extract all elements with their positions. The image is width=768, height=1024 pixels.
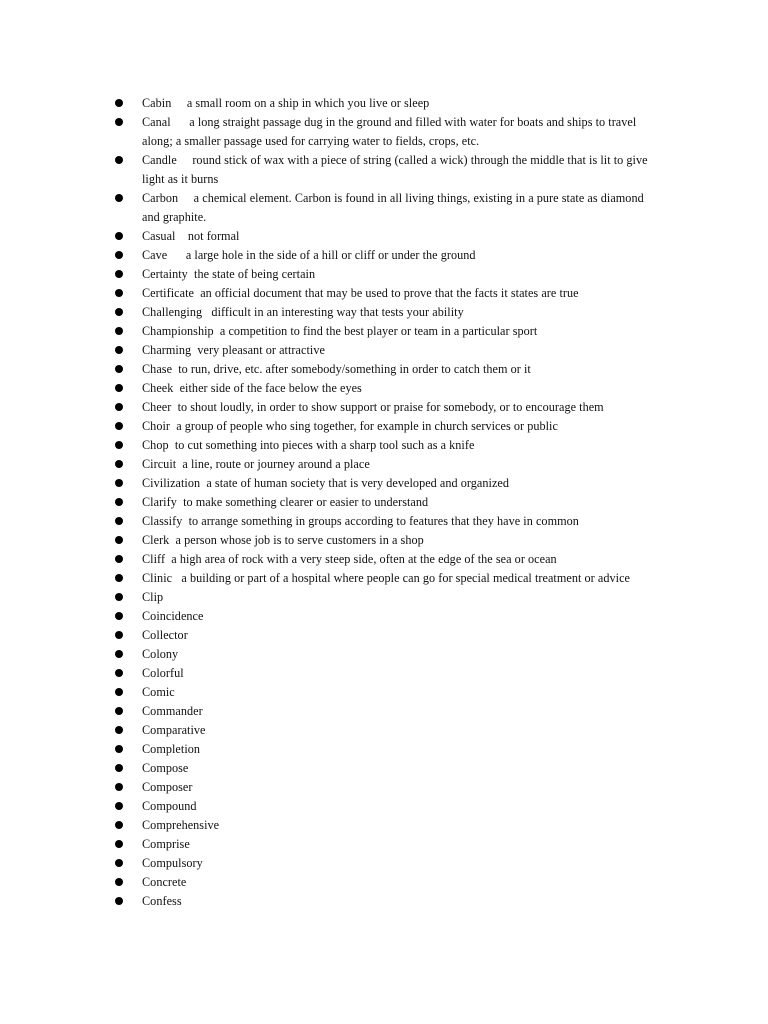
- entry-definition: a state of human society that is very developed and organized: [206, 476, 510, 490]
- entry-definition: round stick of wax with a piece of string (called a wick) through the middle that is lit to give light as it burns: [142, 153, 648, 186]
- vocabulary-entry: [113, 797, 655, 816]
- vocabulary-entry: [113, 227, 655, 246]
- bullet-icon: [115, 574, 123, 582]
- entry-term: Certificate: [142, 286, 194, 300]
- entry-definition: a competition to find the best player or team in a particular sport: [219, 324, 538, 338]
- entry-term: Circuit: [142, 457, 177, 471]
- entry-term: Championship: [142, 324, 214, 338]
- vocabulary-entry: [113, 474, 655, 493]
- entry-term: Cave: [142, 248, 168, 262]
- bullet-icon: [115, 593, 123, 601]
- bullet-icon: [115, 251, 123, 259]
- bullet-icon: [115, 555, 123, 563]
- bullet-icon: [115, 99, 123, 107]
- bullet-icon: [115, 460, 123, 468]
- entry-term: Concrete: [142, 875, 187, 889]
- vocabulary-entry: [113, 550, 655, 569]
- bullet-icon: [115, 745, 123, 753]
- bullet-icon: [115, 289, 123, 297]
- entry-term: Clerk: [142, 533, 170, 547]
- vocabulary-entry: [113, 246, 655, 265]
- entry-definition: a long straight passage dug in the ground and filled with water for boats and ships to travel along; a smaller passage used for carrying water to fields, crops, etc.: [142, 115, 637, 148]
- entry-definition: a large hole in the side of a hill or cliff or under the ground: [185, 248, 476, 262]
- bullet-icon: [115, 821, 123, 829]
- entry-term: Colorful: [142, 666, 184, 680]
- entry-definition: not formal: [187, 229, 240, 243]
- entry-term: Cheek: [142, 381, 174, 395]
- entry-term: Compulsory: [142, 856, 203, 870]
- vocabulary-entry: [113, 493, 655, 512]
- vocabulary-entry: [113, 151, 655, 189]
- entry-term: Charming: [142, 343, 192, 357]
- entry-term: Collector: [142, 628, 188, 642]
- vocabulary-entry: [113, 892, 655, 911]
- entry-definition: a person whose job is to serve customers in a shop: [175, 533, 424, 547]
- entry-term: Clarify: [142, 495, 177, 509]
- entry-definition: to cut something into pieces with a sharp tool such as a knife: [174, 438, 475, 452]
- entry-term: Certainty: [142, 267, 188, 281]
- entry-definition: the state of being certain: [194, 267, 316, 281]
- bullet-icon: [115, 878, 123, 886]
- bullet-icon: [115, 897, 123, 905]
- entry-term: Compose: [142, 761, 189, 775]
- entry-term: Comprehensive: [142, 818, 220, 832]
- vocabulary-entry: [113, 113, 655, 151]
- bullet-icon: [115, 270, 123, 278]
- vocabulary-entry: [113, 759, 655, 778]
- bullet-icon: [115, 783, 123, 791]
- entry-term: Completion: [142, 742, 201, 756]
- vocabulary-entry: [113, 569, 655, 588]
- entry-term: Comic: [142, 685, 175, 699]
- bullet-icon: [115, 859, 123, 867]
- entry-term: Clinic: [142, 571, 173, 585]
- vocabulary-entry: [113, 721, 655, 740]
- vocabulary-entry: [113, 645, 655, 664]
- bullet-icon: [115, 479, 123, 487]
- entry-term: Cliff: [142, 552, 166, 566]
- bullet-icon: [115, 498, 123, 506]
- bullet-icon: [115, 802, 123, 810]
- vocabulary-entry: [113, 607, 655, 626]
- entry-separator: [167, 248, 186, 262]
- bullet-icon: [115, 118, 123, 126]
- vocabulary-entry: [113, 816, 655, 835]
- entry-term: Casual: [142, 229, 176, 243]
- bullet-icon: [115, 365, 123, 373]
- entry-definition: difficult in an interesting way that tests your ability: [211, 305, 464, 319]
- vocabulary-entry: [113, 284, 655, 303]
- entry-term: Chop: [142, 438, 169, 452]
- vocabulary-entry: [113, 360, 655, 379]
- bullet-icon: [115, 156, 123, 164]
- entry-separator: [178, 191, 193, 205]
- entry-definition: very pleasant or attractive: [197, 343, 325, 357]
- bullet-icon: [115, 441, 123, 449]
- vocabulary-entry: [113, 854, 655, 873]
- vocabulary-entry: [113, 626, 655, 645]
- entry-term: Comparative: [142, 723, 206, 737]
- vocabulary-entry: [113, 265, 655, 284]
- bullet-icon: [115, 327, 123, 335]
- entry-term: Coincidence: [142, 609, 204, 623]
- vocabulary-entry: [113, 303, 655, 322]
- entry-definition: a line, route or journey around a place: [182, 457, 370, 471]
- entry-term: Civilization: [142, 476, 201, 490]
- entry-term: Classify: [142, 514, 183, 528]
- entry-term: Cheer: [142, 400, 172, 414]
- bullet-icon: [115, 517, 123, 525]
- bullet-icon: [115, 232, 123, 240]
- entry-term: Compound: [142, 799, 197, 813]
- vocabulary-entry: [113, 398, 655, 417]
- entry-term: Carbon: [142, 191, 179, 205]
- bullet-icon: [115, 707, 123, 715]
- entry-term: Composer: [142, 780, 193, 794]
- entry-term: Comprise: [142, 837, 190, 851]
- bullet-icon: [115, 650, 123, 658]
- entry-separator: [171, 115, 190, 129]
- entry-separator: [177, 153, 192, 167]
- bullet-icon: [115, 536, 123, 544]
- bullet-icon: [115, 403, 123, 411]
- entry-term: Choir: [142, 419, 171, 433]
- bullet-icon: [115, 612, 123, 620]
- bullet-icon: [115, 631, 123, 639]
- vocabulary-entry: [113, 683, 655, 702]
- entry-term: Clip: [142, 590, 164, 604]
- entry-definition: a high area of rock with a very steep side, often at the edge of the sea or ocean: [171, 552, 557, 566]
- entry-definition: to shout loudly, in order to show support or praise for somebody, or to encourage them: [177, 400, 604, 414]
- vocabulary-entry: [113, 531, 655, 550]
- entry-definition: to make something clearer or easier to understand: [183, 495, 429, 509]
- bullet-icon: [115, 346, 123, 354]
- entry-definition: either side of the face below the eyes: [179, 381, 362, 395]
- vocabulary-entry: [113, 322, 655, 341]
- vocabulary-entry: [113, 379, 655, 398]
- vocabulary-entry: [113, 455, 655, 474]
- bullet-icon: [115, 688, 123, 696]
- entry-separator: [175, 229, 187, 243]
- entry-term: Colony: [142, 647, 179, 661]
- vocabulary-entry: [113, 740, 655, 759]
- bullet-icon: [115, 422, 123, 430]
- entry-term: Confess: [142, 894, 182, 908]
- entry-term: Cabin: [142, 96, 172, 110]
- entry-term: Challenging: [142, 305, 203, 319]
- entry-definition: an official document that may be used to prove that the facts it states are true: [200, 286, 579, 300]
- entry-definition: to run, drive, etc. after somebody/something in order to catch them or it: [178, 362, 531, 376]
- vocabulary-list: [113, 94, 655, 911]
- bullet-icon: [115, 726, 123, 734]
- entry-term: Chase: [142, 362, 173, 376]
- vocabulary-entry: [113, 341, 655, 360]
- entry-term: Canal: [142, 115, 171, 129]
- entry-definition: a chemical element. Carbon is found in all living things, existing in a pure state as diamond and graphite.: [142, 191, 644, 224]
- entry-definition: a building or part of a hospital where people can go for special medical treatment or advice: [181, 571, 630, 585]
- bullet-icon: [115, 308, 123, 316]
- entry-term: Candle: [142, 153, 177, 167]
- entry-separator: [172, 571, 181, 585]
- entry-definition: a group of people who sing together, for example in church services or public: [176, 419, 558, 433]
- vocabulary-entry: [113, 512, 655, 531]
- bullet-icon: [115, 384, 123, 392]
- entry-definition: to arrange something in groups according to features that they have in common: [188, 514, 579, 528]
- vocabulary-entry: [113, 702, 655, 721]
- bullet-icon: [115, 669, 123, 677]
- vocabulary-entry: [113, 94, 655, 113]
- entry-term: Commander: [142, 704, 203, 718]
- vocabulary-entry: [113, 436, 655, 455]
- vocabulary-entry: [113, 189, 655, 227]
- vocabulary-entry: [113, 664, 655, 683]
- vocabulary-entry: [113, 417, 655, 436]
- bullet-icon: [115, 840, 123, 848]
- vocabulary-entry: [113, 778, 655, 797]
- vocabulary-entry: [113, 873, 655, 892]
- vocabulary-entry: [113, 835, 655, 854]
- vocabulary-entry: [113, 588, 655, 607]
- bullet-icon: [115, 764, 123, 772]
- bullet-icon: [115, 194, 123, 202]
- entry-definition: a small room on a ship in which you live or sleep: [186, 96, 430, 110]
- entry-separator: [171, 96, 186, 110]
